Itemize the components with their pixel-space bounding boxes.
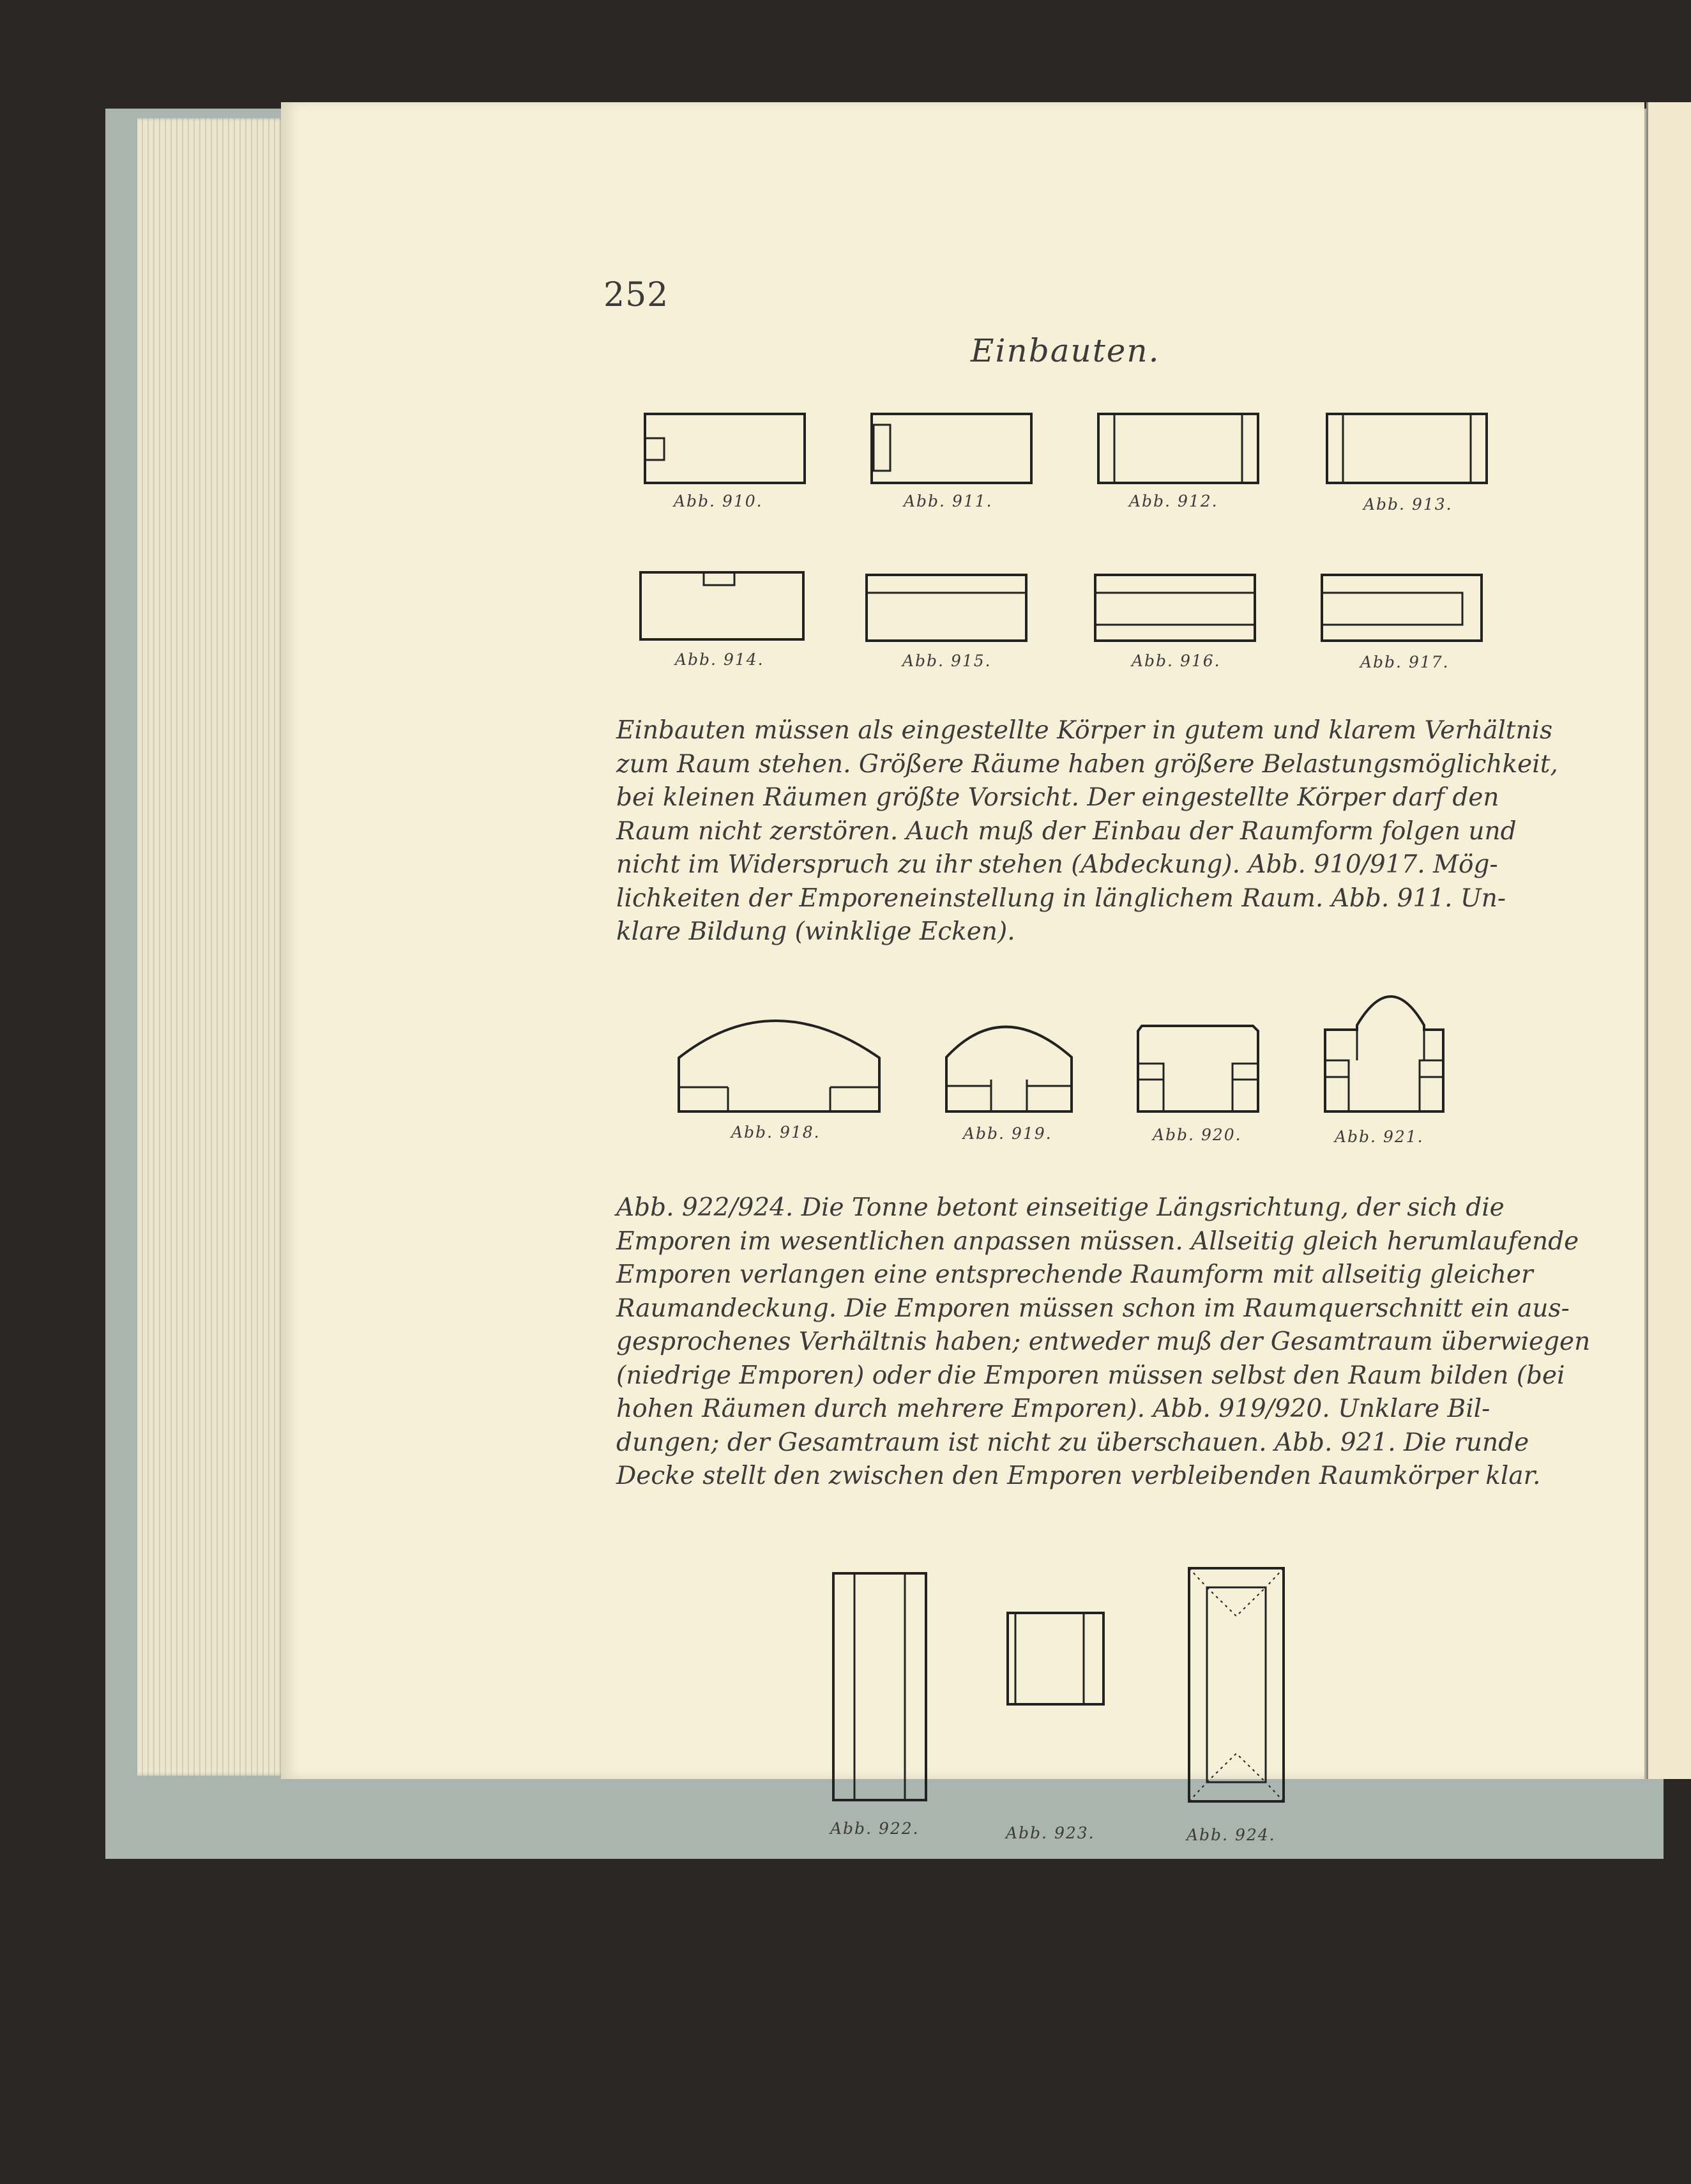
text-line: hohen Räumen durch mehrere Emporen). Abb. 919/920. Unklare Bil- [616,1394,1490,1423]
caption-abb-922: Abb. 922. [830,1819,920,1838]
caption-abb-913: Abb. 913. [1363,495,1453,514]
fig-915-drawing [867,575,1026,641]
paragraph-einbauten [616,714,1558,949]
paragraph-tonne [616,1191,1591,1493]
fig-922-drawing [833,1573,926,1800]
caption-abb-924: Abb. 924. [1187,1826,1276,1844]
text-line: Raum nicht zerstören. Auch muß der Einbau der Raumform folgen und [616,816,1517,846]
text-line: bei kleinen Räumen größte Vorsicht. Der eingestellte Körper darf den [616,783,1499,812]
fig-917-drawing [1322,575,1482,641]
text-line: lichkeiten der Emporeneinstellung in länglichem Raum. Abb. 911. Un- [616,883,1506,913]
page-title: Einbauten. [971,332,1160,369]
fig-913-drawing [1327,414,1487,483]
text-line: Raumandeckung. Die Emporen müssen schon im Raumquerschnitt ein aus- [616,1294,1570,1323]
caption-abb-912: Abb. 912. [1129,492,1218,510]
caption-abb-916: Abb. 916. [1132,652,1221,670]
text-line: nicht im Widerspruch zu ihr stehen (Abdeckung). Abb. 910/917. Mög- [616,850,1498,879]
text-line: klare Bildung (winklige Ecken). [616,917,1015,946]
fig-910-drawing [645,414,805,483]
fig-918-drawing [679,1021,879,1111]
text-line: Abb. 922/924. Die Tonne betont einseitige Längsrichtung, der sich die [616,1193,1505,1222]
caption-abb-918: Abb. 918. [731,1123,821,1142]
caption-abb-919: Abb. 919. [963,1124,1052,1143]
text-line: Emporen im wesentlichen anpassen müssen. Allseitig gleich herumlaufende [616,1226,1579,1256]
text-line: Emporen verlangen eine entsprechende Raumform mit allseitig gleicher [616,1260,1533,1289]
text-line: zum Raum stehen. Größere Räume haben größere Belastungsmöglichkeit, [616,749,1558,779]
text-line: Decke stellt den zwischen den Emporen verbleibenden Raumkörper klar. [616,1462,1541,1490]
fig-911-drawing [872,414,1031,483]
text-line: Einbauten müssen als eingestellte Körper in gutem und klarem Verhältnis [616,716,1553,745]
fig-919-drawing [946,1027,1072,1112]
caption-abb-911: Abb. 911. [904,492,993,510]
caption-abb-923: Abb. 923. [1006,1824,1095,1842]
fig-923-drawing [1008,1613,1103,1704]
caption-abb-910: Abb. 910. [674,492,763,510]
caption-abb-915: Abb. 915. [902,652,992,670]
text-line: dungen; der Gesamtraum ist nicht zu überschauen. Abb. 921. Die runde [616,1428,1529,1457]
text-line: gesprochenes Verhältnis haben; entweder muß der Gesamtraum überwiegen [616,1327,1591,1356]
caption-abb-917: Abb. 917. [1360,653,1450,671]
fig-924-drawing [1189,1568,1284,1801]
fig-912-drawing [1098,414,1258,483]
text-line: (niedrige Emporen) oder die Emporen müssen selbst den Raum bilden (bei [616,1361,1565,1390]
fig-921-drawing [1325,997,1443,1111]
fig-916-drawing [1095,575,1255,641]
caption-abb-921: Abb. 921. [1335,1127,1424,1146]
page-number: 252 [603,276,669,314]
fig-920-drawing [1138,1026,1258,1111]
fig-914-drawing [641,572,803,639]
caption-abb-914: Abb. 914. [675,650,764,669]
caption-abb-920: Abb. 920. [1153,1126,1242,1144]
